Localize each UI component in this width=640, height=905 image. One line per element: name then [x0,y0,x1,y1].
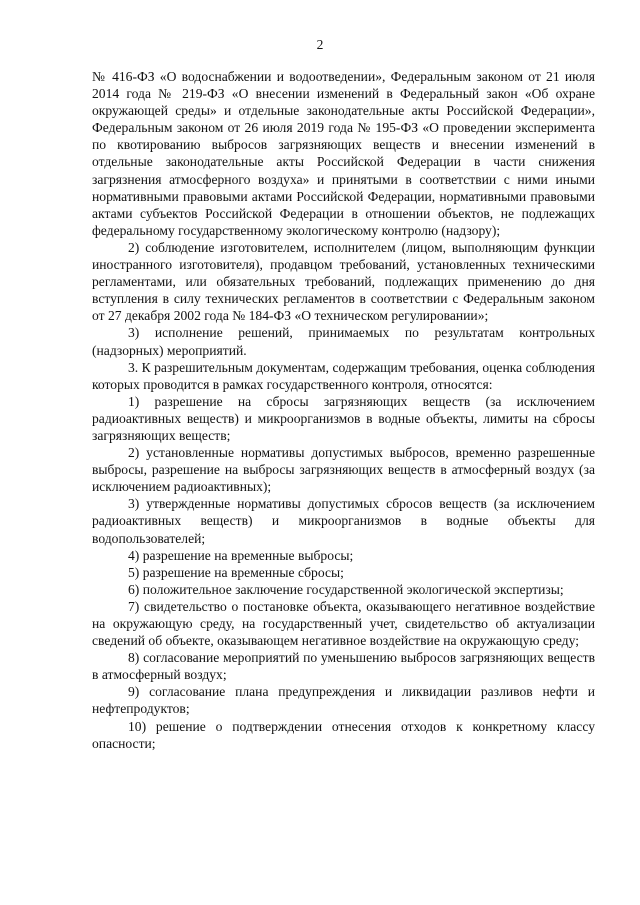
paragraph-permit-6: 6) положительное заключение государственной экологической экспертизы; [128,581,564,597]
paragraph-item-2: 2) соблюдение изготовителем, исполнителем (лицом, выполняющим функции иностранного изготовителя), продавцом требований, установленных техническими регламентами, или обязательных требований, подлежащих применению до дня вступления в силу технических регламентов в соответствии с Федеральным законом от 27 декабря 2002 года № 184-ФЗ «О техническом регулировании»; [92,239,595,324]
paragraph-permit-4: 4) разрешение на временные выбросы; [128,547,354,563]
paragraph-permit-1: 1) разрешение на сбросы загрязняющих веществ (за исключением радиоактивных веществ) и микроорганизмов в водные объекты, лимиты на сбросы загрязняющих веществ; [92,393,595,443]
paragraph-permit-8: 8) согласование мероприятий по уменьшению выбросов загрязняющих веществ в атмосферный воздух; [92,650,595,683]
paragraph-section-3: 3. К разрешительным документам, содержащим требования, оценка соблюдения которых проводится в рамках государственного контроля, относятся: [92,359,595,392]
paragraph-item-3: 3) исполнение решений, принимаемых по результатам контрольных (надзорных) мероприятий. [92,325,595,358]
paragraph-permit-10: 10) решение о подтверждении отнесения отходов к конкретному классу опасности; [92,718,595,751]
paragraph-permit-9: 9) согласование плана предупреждения и ликвидации разливов нефти и нефтепродуктов; [92,684,595,717]
paragraph-permit-3: 3) утвержденные нормативы допустимых сбросов веществ (за исключением радиоактивных веществ) и микроорганизмов в водные объекты для водопользователей; [92,496,595,546]
paragraph-continuation: № 416-ФЗ «О водоснабжении и водоотведении», Федеральным законом от 21 июля 2014 года № 219-ФЗ «О внесении изменений в Федеральный закон «Об охране окружающей среды» и отдельные законодательные акты Российской Федерации», Федеральным законом от 26 июля 2019 года № 195-ФЗ «О проведении эксперимента по квотированию выбросов загрязняющих веществ и внесении изменений в отдельные законодательные акты Российской Федерации в части снижения загрязнения атмосферного воздуха» и принятыми в соответствии с ними иными нормативными правовыми актами Российской Федерации, нормативными правовыми актами субъектов Российской Федерации в отношении объектов, не подлежащих федеральному государственному экологическому контролю (надзору); [92,69,595,238]
document-body [92,68,595,752]
paragraph-permit-2: 2) установленные нормативы допустимых выбросов, временно разрешенные выбросы, разрешение на выбросы загрязняющих веществ в атмосферный воздух (за исключением радиоактивных); [92,445,595,495]
paragraph-permit-7: 7) свидетельство о постановке объекта, оказывающего негативное воздействие на окружающую среду, на государственный учет, свидетельство об актуализации сведений об объекте, оказывающем негативное воздействие на окружающую среду; [92,598,595,649]
paragraph-permit-5: 5) разрешение на временные сбросы; [128,564,344,580]
page-number: 2 [316,37,324,52]
